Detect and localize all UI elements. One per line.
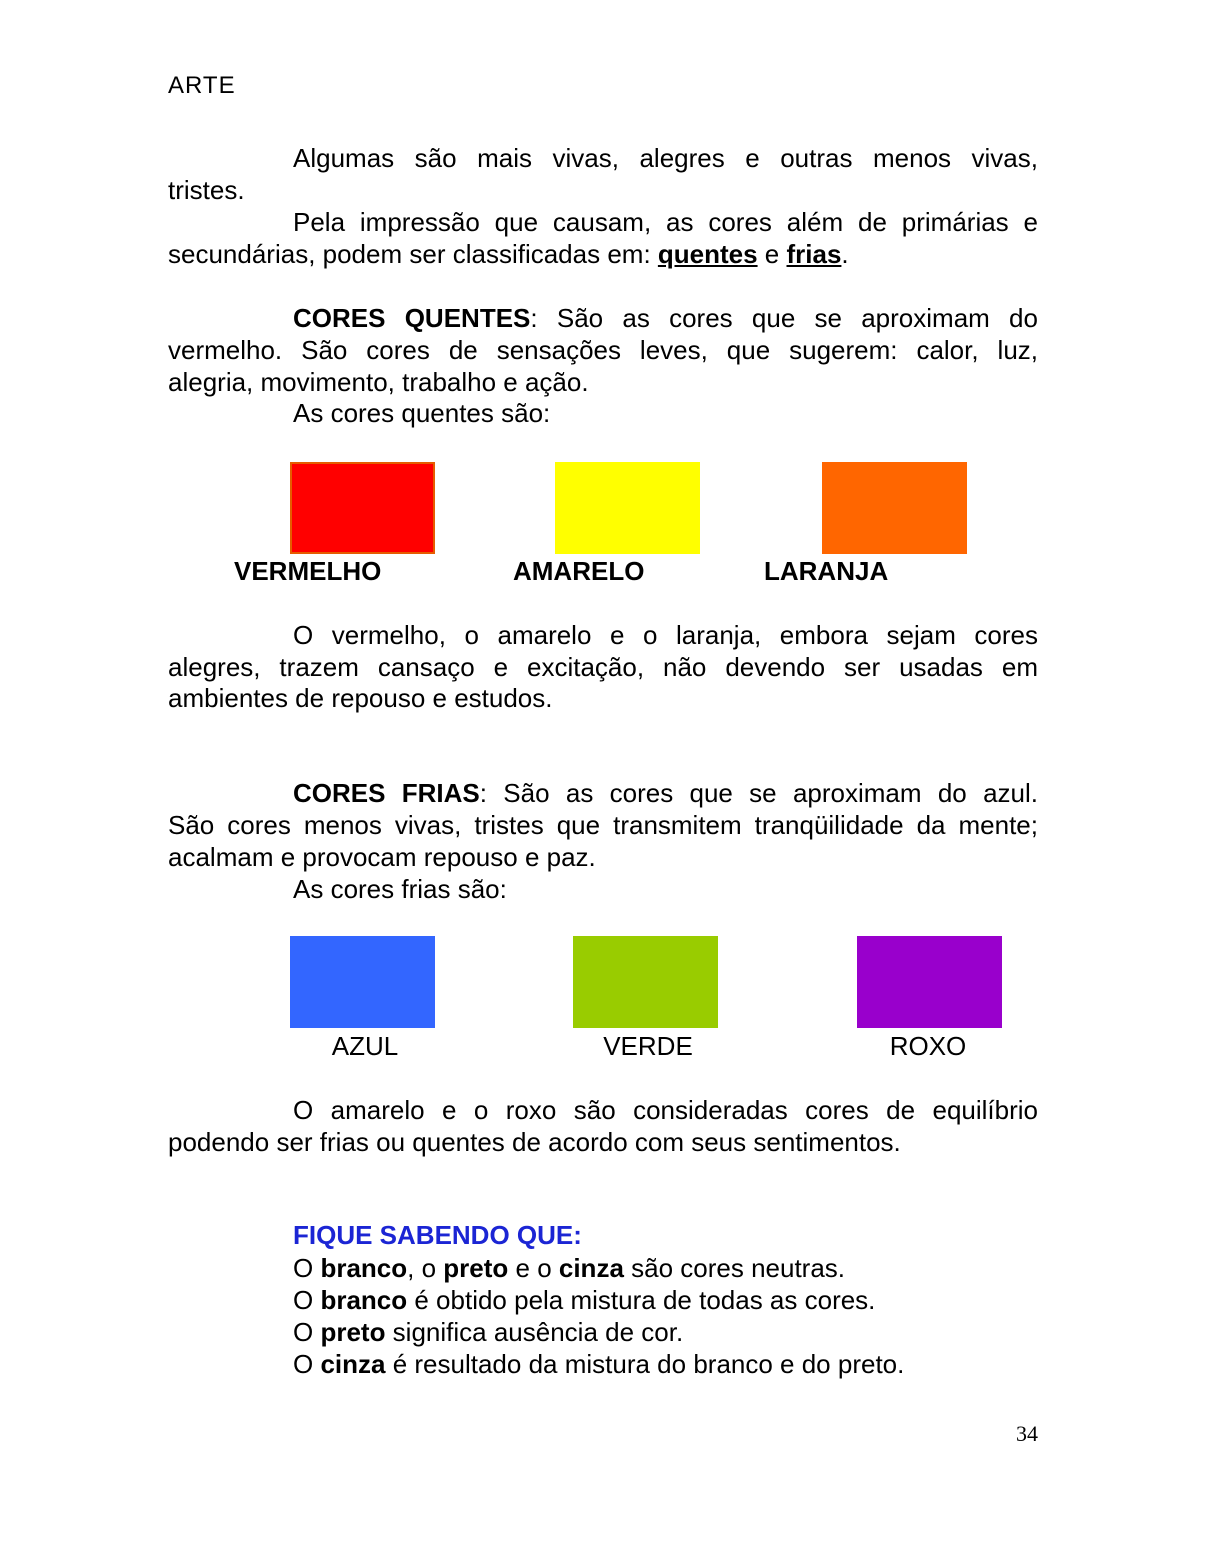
fique-l4-rest: é resultado da mistura do branco e do preto. bbox=[385, 1349, 905, 1379]
fique-l3-rest: significa ausência de cor. bbox=[385, 1317, 684, 1347]
warm-line-1-rest: : São as cores que se aproximam do bbox=[530, 303, 1038, 333]
green-swatch bbox=[573, 936, 718, 1028]
term-cinza: cinza bbox=[320, 1349, 386, 1379]
intro-line-4-mid: e bbox=[757, 239, 787, 269]
fique-l1-b: e o bbox=[508, 1253, 559, 1283]
fique-o: O bbox=[293, 1317, 321, 1347]
intro-line-4-end: . bbox=[841, 239, 849, 269]
fique-l1-c: são cores neutras. bbox=[623, 1253, 846, 1283]
warm-para-line-1: O vermelho, o amarelo e o laranja, embora sejam cores bbox=[293, 620, 1038, 650]
fique-l2-rest: é obtido pela mistura de todas as cores. bbox=[407, 1285, 876, 1315]
green-label: VERDE bbox=[603, 1031, 693, 1061]
cold-line-2: São cores menos vivas, tristes que transmitem tranqüilidade da mente; bbox=[168, 810, 1038, 840]
fique-line-4 bbox=[293, 1348, 1038, 1380]
intro-line-4 bbox=[168, 238, 1038, 270]
cold-heading: CORES FRIAS bbox=[293, 778, 480, 808]
term-branco: branco bbox=[320, 1253, 408, 1283]
cold-para-line-2: podendo ser frias ou quentes de acordo com seus sentimentos. bbox=[168, 1127, 901, 1157]
cold-line-1 bbox=[293, 777, 1038, 809]
cold-line-3: acalmam e provocam repouso e paz. bbox=[168, 842, 596, 872]
yellow-label: AMARELO bbox=[513, 556, 645, 586]
warm-line-2: vermelho. São cores de sensações leves, que sugerem: calor, luz, bbox=[168, 335, 1038, 365]
fique-line-1 bbox=[293, 1252, 1038, 1284]
orange-label: LARANJA bbox=[764, 556, 889, 586]
cold-para-line-1: O amarelo e o roxo são consideradas cores de equilíbrio bbox=[293, 1095, 1038, 1125]
blue-label: AZUL bbox=[331, 1031, 399, 1061]
intro-line-3: Pela impressão que causam, as cores além de primárias e bbox=[293, 207, 1038, 237]
warm-para-line-2: alegres, trazem cansaço e excitação, não devendo ser usadas em bbox=[168, 652, 1038, 682]
frias-term: frias bbox=[786, 239, 842, 269]
intro-line-4-text: secundárias, podem ser classificadas em: bbox=[168, 239, 658, 269]
red-swatch bbox=[290, 462, 435, 554]
warm-line-3: alegria, movimento, trabalho e ação. bbox=[168, 367, 589, 397]
red-label: VERMELHO bbox=[234, 556, 382, 586]
term-branco: branco bbox=[320, 1285, 408, 1315]
fique-line-3 bbox=[293, 1316, 1038, 1348]
warm-para-line-3: ambientes de repouso e estudos. bbox=[168, 683, 553, 713]
intro-line-1: Algumas são mais vivas, alegres e outras menos vivas, bbox=[293, 143, 1038, 173]
term-cinza: cinza bbox=[558, 1253, 624, 1283]
intro-line-2: tristes. bbox=[168, 175, 245, 205]
fique-o: O bbox=[293, 1349, 321, 1379]
orange-swatch bbox=[822, 462, 967, 554]
purple-swatch bbox=[857, 936, 1002, 1028]
warm-line-1 bbox=[293, 302, 1038, 334]
fique-o: O bbox=[293, 1253, 321, 1283]
fique-line-2 bbox=[293, 1284, 1038, 1316]
fique-sabendo-title: FIQUE SABENDO QUE: bbox=[293, 1220, 582, 1250]
fique-o: O bbox=[293, 1285, 321, 1315]
term-preto: preto bbox=[320, 1317, 386, 1347]
yellow-swatch bbox=[555, 462, 700, 554]
fique-l1-a: , o bbox=[407, 1253, 444, 1283]
cold-line-1-rest: : São as cores que se aproximam do azul. bbox=[479, 778, 1038, 808]
blue-swatch bbox=[290, 936, 435, 1028]
term-preto: preto bbox=[443, 1253, 509, 1283]
page-number: 34 bbox=[1016, 1421, 1038, 1446]
page-header-title: ARTE bbox=[168, 72, 236, 99]
quentes-term: quentes bbox=[657, 239, 758, 269]
purple-label: ROXO bbox=[889, 1031, 967, 1061]
warm-line-4: As cores quentes são: bbox=[293, 398, 551, 428]
cold-line-4: As cores frias são: bbox=[293, 874, 507, 904]
warm-heading: CORES QUENTES bbox=[293, 303, 531, 333]
